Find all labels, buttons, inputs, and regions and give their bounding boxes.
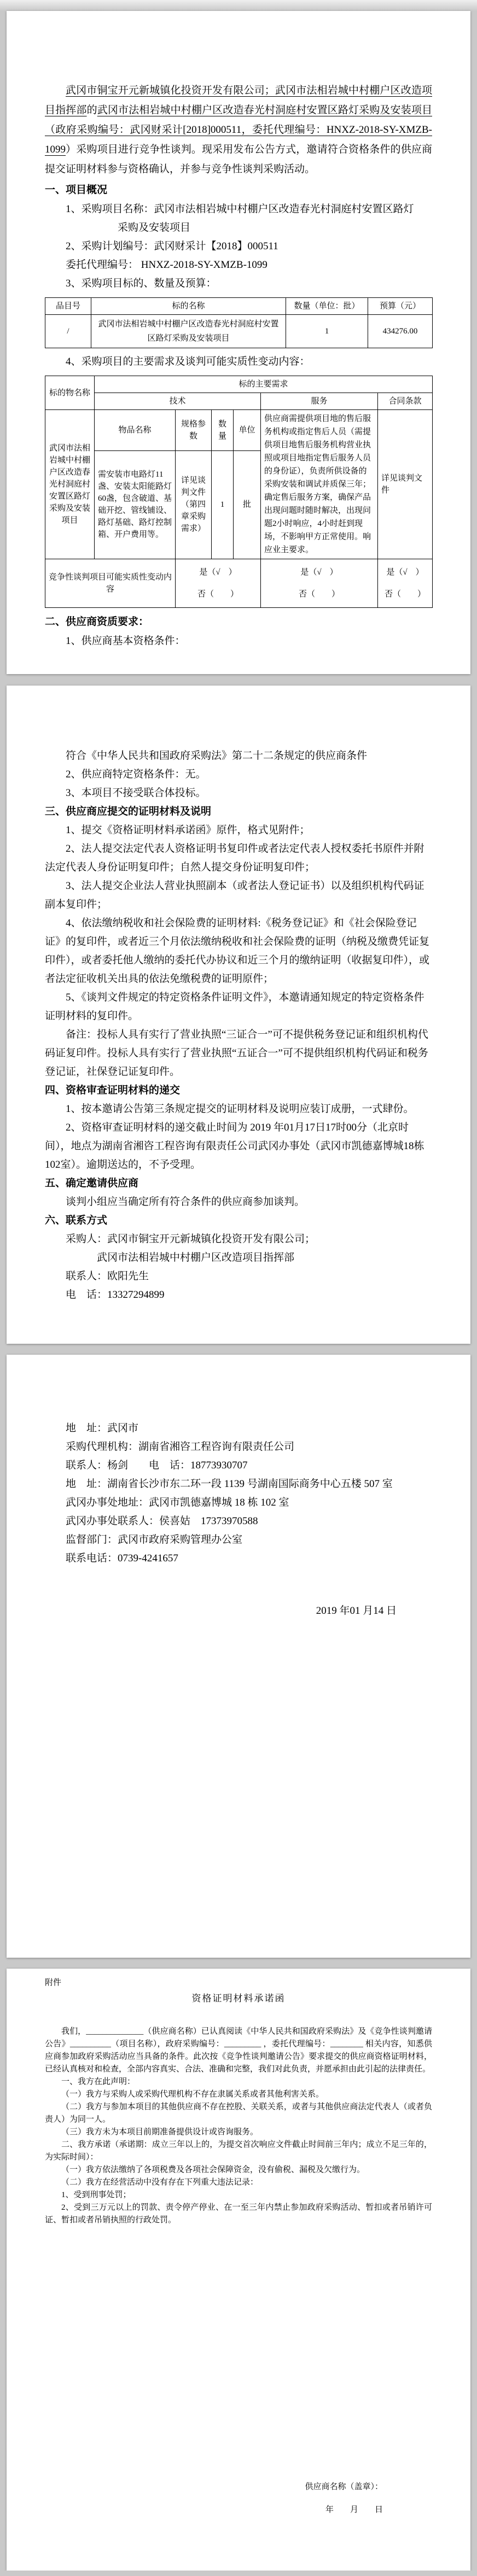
attachment-label: 附件 [45, 1978, 62, 1987]
demand-table-change-row [45, 559, 433, 608]
signature-date-line: 年 月 日 [325, 2505, 383, 2514]
header-service: 服务 [261, 393, 378, 410]
contact-person-line: 联系人：欧阳先生 [66, 1271, 149, 1282]
supervision-dept-line: 监督部门：武冈市政府采购管理办公室 [66, 1534, 243, 1545]
cell-qty: 1 [212, 450, 234, 559]
demand-table-header-row-1 [45, 376, 433, 393]
text-line: 2、资格审查证明材料的递交截止时间为 2019 年01月17日17时00分（北京时间），地点为湖南省湘咨工程咨询有限责任公司武冈办事处（武冈市凯德嘉博城18栋102室）。逾期送达的，不予受理。 [45, 1122, 424, 1170]
supervision-phone-line: 联系电话：0739-4241657 [66, 1553, 178, 1564]
document-page-1 [7, 11, 470, 674]
document-page-4 [7, 1969, 470, 2571]
header-subject-object: 标的物名称 [45, 376, 95, 410]
yes-option: 是（√ ） [300, 568, 338, 577]
item-budget-intro: 3、采购项目标的、数量及预算： [66, 278, 217, 289]
commitment-line: 2、受到三万元以上的罚款、责令停产停业、在一至三年内禁止参加政府采购活动、暂扣或者吊销许可证、暂扣或者吊销执照的行政处罚。 [45, 2203, 432, 2224]
section-heading-2: 二、供应商资质要求： [45, 616, 149, 628]
attachment-title: 资格证明材料承诺函 [191, 1993, 286, 2004]
header-main-demand: 标的主要需求 [95, 376, 433, 393]
subheader-qty: 数量 [212, 410, 234, 451]
address-line: 地 址：武冈市 [66, 1422, 139, 1434]
commitment-line: （一）我方与采购人或采购代理机构不存在隶属关系或者其他利害关系。 [61, 2090, 324, 2099]
commitment-line: 二、我方承诺（承诺期：成立三年以上的，为提交首次响应文件截止时间前三年内；成立不足三年的，为实际时间）： [45, 2140, 432, 2162]
demand-table-header-row-2 [45, 393, 433, 410]
text-line: 3、法人提交企业法人营业执照副本（或者法人登记证书）以及组织机构代码证副本复印件； [45, 880, 424, 910]
cell-subject-object: 武冈市法相岩城中村棚户区改造春光村洞庭村安置区路灯采购及安装项目 [45, 410, 95, 559]
no-option: 否（ ） [298, 590, 340, 599]
cell-subject-name: 武冈市法相岩城中村棚户区改造春光村洞庭村安置区路灯采购及安装项目 [91, 315, 286, 348]
item-agency-number: 委托代理编号： HNXZ-2018-SY-XMZB-1099 [66, 259, 267, 271]
text-line: 1、按本邀请公告第三条规定提交的证明材料及说明应装订成册，一式肆份。 [66, 1103, 414, 1115]
budget-table-data-row [45, 315, 433, 348]
text-line: 2、法人提交法定代表人资格证明书复印件或者法定代表人授权委托书原件并附法定代表人身份证明复印件；自然人提交身份证明复印件； [45, 843, 424, 873]
agency-line: 采购代理机构：湖南省湘咨工程咨询有限责任公司 [66, 1441, 295, 1453]
cell-budget: 434276.00 [368, 315, 433, 348]
signature-supplier-name-line: 供应商名称（盖章）： [305, 2483, 383, 2491]
subheader-item-name: 物品名称 [95, 410, 176, 451]
budget-table-header-row [45, 298, 433, 315]
header-subject-name: 标的名称 [91, 298, 286, 315]
document-date: 2019 年01 月14 日 [316, 1605, 397, 1617]
yes-option: 是（√ ） [386, 568, 424, 577]
header-quantity: 数量（单位：批） [286, 298, 368, 315]
header-item-no: 品目号 [45, 298, 91, 315]
header-tech: 技术 [95, 393, 261, 410]
subheader-unit: 单位 [234, 410, 261, 451]
section-heading-1: 一、项目概况 [45, 184, 108, 196]
intro-connector: 的 [86, 104, 97, 116]
cell-quantity: 1 [286, 315, 368, 348]
cell-spec: 详见谈判文件（第四章采购需求） [176, 450, 212, 559]
text-line: 1、提交《资格证明材料承诺函》原件，格式见附件； [66, 824, 310, 836]
section-heading-6: 六、联系方式 [45, 1215, 108, 1226]
no-option: 否（ ） [197, 590, 238, 599]
cell-change-label: 竞争性谈判项目可能实质性变动内容 [45, 559, 176, 608]
text-line: 谈判小组应当确定所有符合条件的供应商参加谈判。 [66, 1196, 305, 1208]
commitment-line: （三）我方未为本项目前期准备提供设计或咨询服务。 [61, 2128, 259, 2136]
cell-item-no: / [45, 315, 91, 348]
commitment-line: （二）我方与参加本项目的其他供应商不存在控股、关联关系，或者与其他供应商法定代表人（或者负责人）为同一人。 [45, 2103, 432, 2124]
section-heading-5: 五、确定邀请供应商 [45, 1178, 139, 1189]
purchaser-line: 采购人：武冈市铜宝开元新城镇化投资开发有限公司； [66, 1233, 316, 1245]
document-page-2 [7, 686, 470, 1344]
commitment-line: 一、我方在此声明： [61, 2077, 136, 2086]
no-option: 否（ ） [385, 590, 426, 599]
text-line: 4、依法缴纳税收和社会保险费的证明材料:《税务登记证》和《社会保险登记证》的复印件，或者近三个月依法缴纳税收和社会保险费的证明（纳税及缴费凭证复印件），或者委托他人缴纳的委托代办协议和近三个月的缴纳证明（收据复印件），或者法定征收机关出具的依法免缴税费的证明原件； [45, 917, 430, 985]
intro-underlined-project: 武冈市法相岩城中村棚户区改造春光村洞庭村安置区路灯采购及安装项目（政府采购编号：武冈财采计[2018]000511，委托代理编号：HNXZ-2018-SY-XMZB-1099 [45, 104, 432, 155]
intro-paragraph [45, 81, 432, 179]
office-address-line: 武冈办事处地址：武冈市凯德嘉博城 18 栋 102 室 [66, 1497, 289, 1508]
item-project-name-line1: 1、采购项目名称：武冈市法相岩城中村棚户区改造春光村洞庭村安置区路灯 [66, 203, 414, 215]
item-plan-number: 2、采购计划编号：武冈财采计【2018】000511 [66, 241, 278, 252]
section-heading-3: 三、供应商应提交的证明材料及说明 [45, 806, 212, 817]
header-contract: 合同条款 [378, 393, 433, 410]
office-contact-line: 武冈办事处联系人：侯喜姑 17373970588 [66, 1515, 258, 1527]
commitment-intro-paragraph: 我们，______________（供应商名称）已认真阅读《中华人民共和国政府采购法》及《竞争性谈判邀请公告》__________（项目名称），政府采购编号：_________ ，委托代理编号：________ 相关内容，知悉供应商参加政府采购活动应当具备的条件。此次按《竞争性谈判邀请公告》要求提交的供应商资格证明材料，已经认真核对和检查，全部内容真实、合法、准确和完整，我们对此负责，并愿承担由此引起的法律责任。 [45, 2027, 432, 2074]
text-line: 5、《谈判文件规定的特定资格条件证明文件》，本邀请通知规定的特定资格条件证明材料的复印件。 [45, 992, 424, 1022]
change-option-contract [378, 559, 433, 608]
canvas-top-shadow [0, 0, 477, 11]
demand-table-subheader-row [45, 410, 433, 451]
text-line: 3、本项目不接受联合体投标。 [66, 787, 206, 799]
item-basic-qualification: 1、供应商基本资格条件： [66, 635, 185, 647]
change-option-service [261, 559, 378, 608]
commitment-line: 1、受到刑事处罚； [61, 2191, 131, 2199]
budget-table [45, 297, 433, 348]
section-heading-4: 四、资格审查证明材料的递交 [45, 1085, 181, 1096]
cell-service-requirement: 供应商需提供项目地的售后服务机构或指定售后人员（需提供项目地售后服务机构营业执照或项目地指定售后服务人员的身份证），负责所供设备的采购安装和调试并质保三年；确定售后服务方案，确保产品出现问题时随时解决，出现问题2小时响应，4小时赶到现场，不影响甲方正常使用。响应业主要求。 [261, 410, 378, 559]
commitment-line: （二）我方在经营活动中没有存在下列重大违法记录： [61, 2178, 259, 2187]
change-option-tech [176, 559, 261, 608]
canvas-bottom-strip [0, 2571, 477, 2576]
cell-item-name: 需安装市电路灯11盏、安装太阳能路灯60盏，包含破道、基础开挖、管线铺设、路灯基础、路灯控制箱、开户费用等。 [95, 450, 176, 559]
item-project-name-line2: 采购及安装项目 [118, 222, 191, 233]
cell-contract-terms: 详见谈判文件 [378, 410, 433, 559]
intro-underlined-purchaser: 武冈市铜宝开元新城镇化投资开发有限公司；武冈市法相岩城中村棚户区改造项目指挥部 [45, 85, 432, 116]
cell-unit: 批 [234, 450, 261, 559]
purchaser-line-2: 武冈市法相岩城中村棚户区改造项目指挥部 [97, 1252, 295, 1263]
agency-contact-line: 联系人：杨剑 电 话：18773930707 [66, 1460, 248, 1471]
contact-phone-line: 电 话：13327294899 [66, 1289, 165, 1301]
commitment-line: （一）我方依法缴纳了各项税费及各项社会保障资金，没有偷税、漏税及欠缴行为。 [61, 2165, 365, 2174]
text-line: 2、供应商特定资格条件：无。 [66, 769, 206, 780]
agency-address-line: 地 址：湖南省长沙市东二环一段 1139 号湖南国际商务中心五楼 507 室 [66, 1478, 393, 1490]
intro-tail: ）采购项目进行竞争性谈判。现采用发布公告方式，邀请符合资格条件的供应商提交证明材料参与资格确认，并参与竞争性谈判采购活动。 [45, 144, 432, 175]
signature-block [45, 2475, 432, 2521]
text-line: 符合《中华人民共和国政府采购法》第二十二条规定的供应商条件 [66, 750, 368, 762]
yes-option: 是（√ ） [199, 568, 237, 577]
item-demand-intro: 4、采购项目的主要需求及谈判可能实质性变动内容： [66, 356, 310, 367]
text-line-remark: 备注：投标人具有实行了营业执照“三证合一”可不提供税务登记证和组织机构代码证复印件。投标人具有实行了营业执照“五证合一”可不提供组织机构代码证和税务登记证，社保登记证复印件。 [45, 1029, 428, 1078]
demand-table [45, 376, 433, 608]
document-page-3 [7, 1355, 470, 1958]
subheader-spec: 规格参数 [176, 410, 212, 451]
header-budget: 预算（元） [368, 298, 433, 315]
